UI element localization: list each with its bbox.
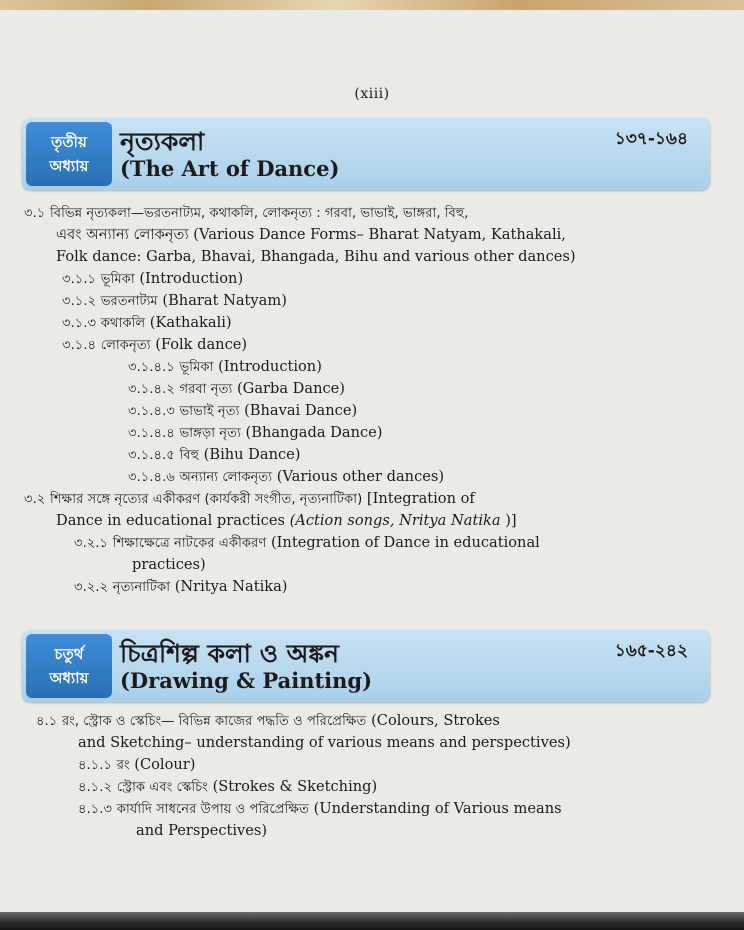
bottom-edge-strip — [0, 912, 744, 930]
toc-line — [78, 776, 377, 799]
section-title-bengali: রং — [116, 758, 130, 773]
section-title-english: (Colour) — [134, 756, 196, 773]
section-title-bengali: লোকনৃত্য — [100, 338, 151, 353]
section-title-bengali: কথাকলি — [100, 316, 146, 331]
section-title-english: (Folk dance) — [155, 336, 248, 353]
section-number: ৪.১.১ — [78, 758, 113, 773]
section-title-english: (Various other dances) — [276, 468, 445, 485]
section-number: ৩.১.৪.২ — [128, 382, 175, 397]
page-number: (xiii) — [354, 86, 390, 102]
chapter-3-title-bengali: নৃত্যকলা — [120, 127, 205, 156]
section-number: ৩.১.৪ — [62, 338, 97, 353]
section-title-english: (Bharat Natyam) — [162, 292, 287, 309]
section-title-english: (Understanding of Various means — [313, 800, 562, 817]
section-title-continued: and Perspectives) — [136, 822, 268, 839]
section-number: ৩.১ — [24, 206, 46, 221]
section-title-english: (Integration of Dance in educational — [270, 534, 540, 551]
chapter-4-page-range: ১৬৫-২৪২ — [614, 641, 688, 661]
chapter-4-badge-label: অধ্যায় — [49, 669, 89, 687]
section-title-bengali: অন্যান্য লোকনৃত্য — [179, 470, 273, 485]
section-title-english: (Bhavai Dance) — [244, 402, 358, 419]
section-title-continued: )] — [500, 512, 517, 529]
section-title-english: (Introduction) — [139, 270, 244, 287]
toc-line — [136, 820, 267, 842]
section-number: ৪.১.৩ — [78, 802, 113, 817]
chapter-4-title-english: (Drawing & Painting) — [120, 668, 373, 693]
section-title-english: (Kathakali) — [149, 314, 232, 331]
section-number: ৩.১.১ — [62, 272, 97, 287]
section-title-bengali: গরবা নৃত্য — [179, 382, 233, 397]
section-title-bengali: নৃত্যনাটিকা — [112, 580, 171, 595]
section-title-continued: Dance in educational practices — [56, 512, 290, 529]
section-number: ৩.২.২ — [74, 580, 109, 595]
section-number: ৪.১.২ — [78, 780, 113, 795]
section-number: ৪.১ — [36, 714, 58, 729]
section-title-continued: and Sketching– understanding of various means and perspectives) — [78, 734, 571, 751]
section-title-continued: এবং অন্যান্য লোকনৃত্য (Various Dance Forms– Bharat Natyam, Kathakali, — [56, 226, 566, 243]
section-title-bengali: স্ট্রোক এবং স্কেচিং — [116, 780, 208, 795]
section-title-bengali: শিক্ষাক্ষেত্রে নাটকের একীকরণ — [112, 536, 267, 551]
chapter-4-title-bengali: চিত্রশিল্প কলা ও অঙ্কন — [120, 639, 339, 668]
section-title-english: (Garba Dance) — [236, 380, 345, 397]
section-title-continued: practices) — [132, 556, 206, 573]
section-title-english: (Bhangada Dance) — [245, 424, 383, 441]
chapter-3-title-english: (The Art of Dance) — [120, 156, 340, 181]
toc-line — [36, 710, 500, 733]
section-number: ৩.২ — [24, 492, 46, 507]
section-title-bengali: রং, স্ট্রোক ও স্কেচিং— বিভিন্ন কাজের পদ্ধতি ও পরিপ্রেক্ষিত — [61, 714, 367, 729]
section-title-english: (Strokes & Sketching) — [212, 778, 378, 795]
section-number: ৩.১.৪.৬ — [128, 470, 175, 485]
section-title-italic: (Action songs, Nritya Natika — [289, 512, 501, 529]
section-title-bengali: ভূমিকা — [100, 272, 135, 287]
chapter-3-badge-ordinal: তৃতীয় — [51, 133, 87, 151]
section-number: ৩.১.৪.৩ — [128, 404, 175, 419]
section-title-continued: Folk dance: Garba, Bhavai, Bhangada, Bihu and various other dances) — [56, 248, 576, 265]
chapter-3-badge-label: অধ্যায় — [49, 157, 89, 175]
toc-line — [78, 754, 195, 777]
section-title-bengali: বিভিন্ন নৃত্যকলা—ভরতনাট্যম, কথাকলি, লোকনৃত্য : গরবা, ভাভাই, ভাঙ্গরা, বিহু, — [49, 206, 469, 221]
section-number: ৩.১.৪.৪ — [128, 426, 175, 441]
section-number: ৩.১.২ — [62, 294, 97, 309]
toc-line — [78, 732, 571, 754]
section-title-bengali: ভরতনাট্যম — [100, 294, 158, 309]
section-title-english: [Integration of — [366, 490, 475, 507]
section-number: ৩.১.৩ — [62, 316, 97, 331]
section-title-bengali: ভাভাই নৃত্য — [179, 404, 240, 419]
toc-line — [78, 798, 562, 821]
section-number: ৩.২.১ — [74, 536, 109, 551]
section-title-english: (Nritya Natika) — [174, 578, 288, 595]
section-title-english: (Colours, Strokes — [371, 712, 500, 729]
chapter-3-page-range: ১৩৭-১৬৪ — [614, 129, 688, 149]
section-title-english: (Bihu Dance) — [203, 446, 301, 463]
chapter-4-badge-ordinal: চতুর্থ — [54, 645, 84, 663]
section-title-bengali: কার্যাদি সাধনের উপায় ও পরিপ্রেক্ষিত — [116, 802, 310, 817]
section-number: ৩.১.৪.৫ — [128, 448, 175, 463]
section-number: ৩.১.৪.১ — [128, 360, 175, 375]
section-title-english: (Introduction) — [218, 358, 322, 375]
section-title-bengali: বিহু — [179, 448, 200, 463]
section-title-bengali: ভাঙ্গড়া নৃত্য — [179, 426, 241, 441]
section-title-bengali: শিক্ষার সঙ্গে নৃত্যের একীকরণ (কার্যকরী সংগীত, নৃত্যনাটিকা) — [49, 492, 363, 507]
section-title-bengali: ভূমিকা — [179, 360, 214, 375]
